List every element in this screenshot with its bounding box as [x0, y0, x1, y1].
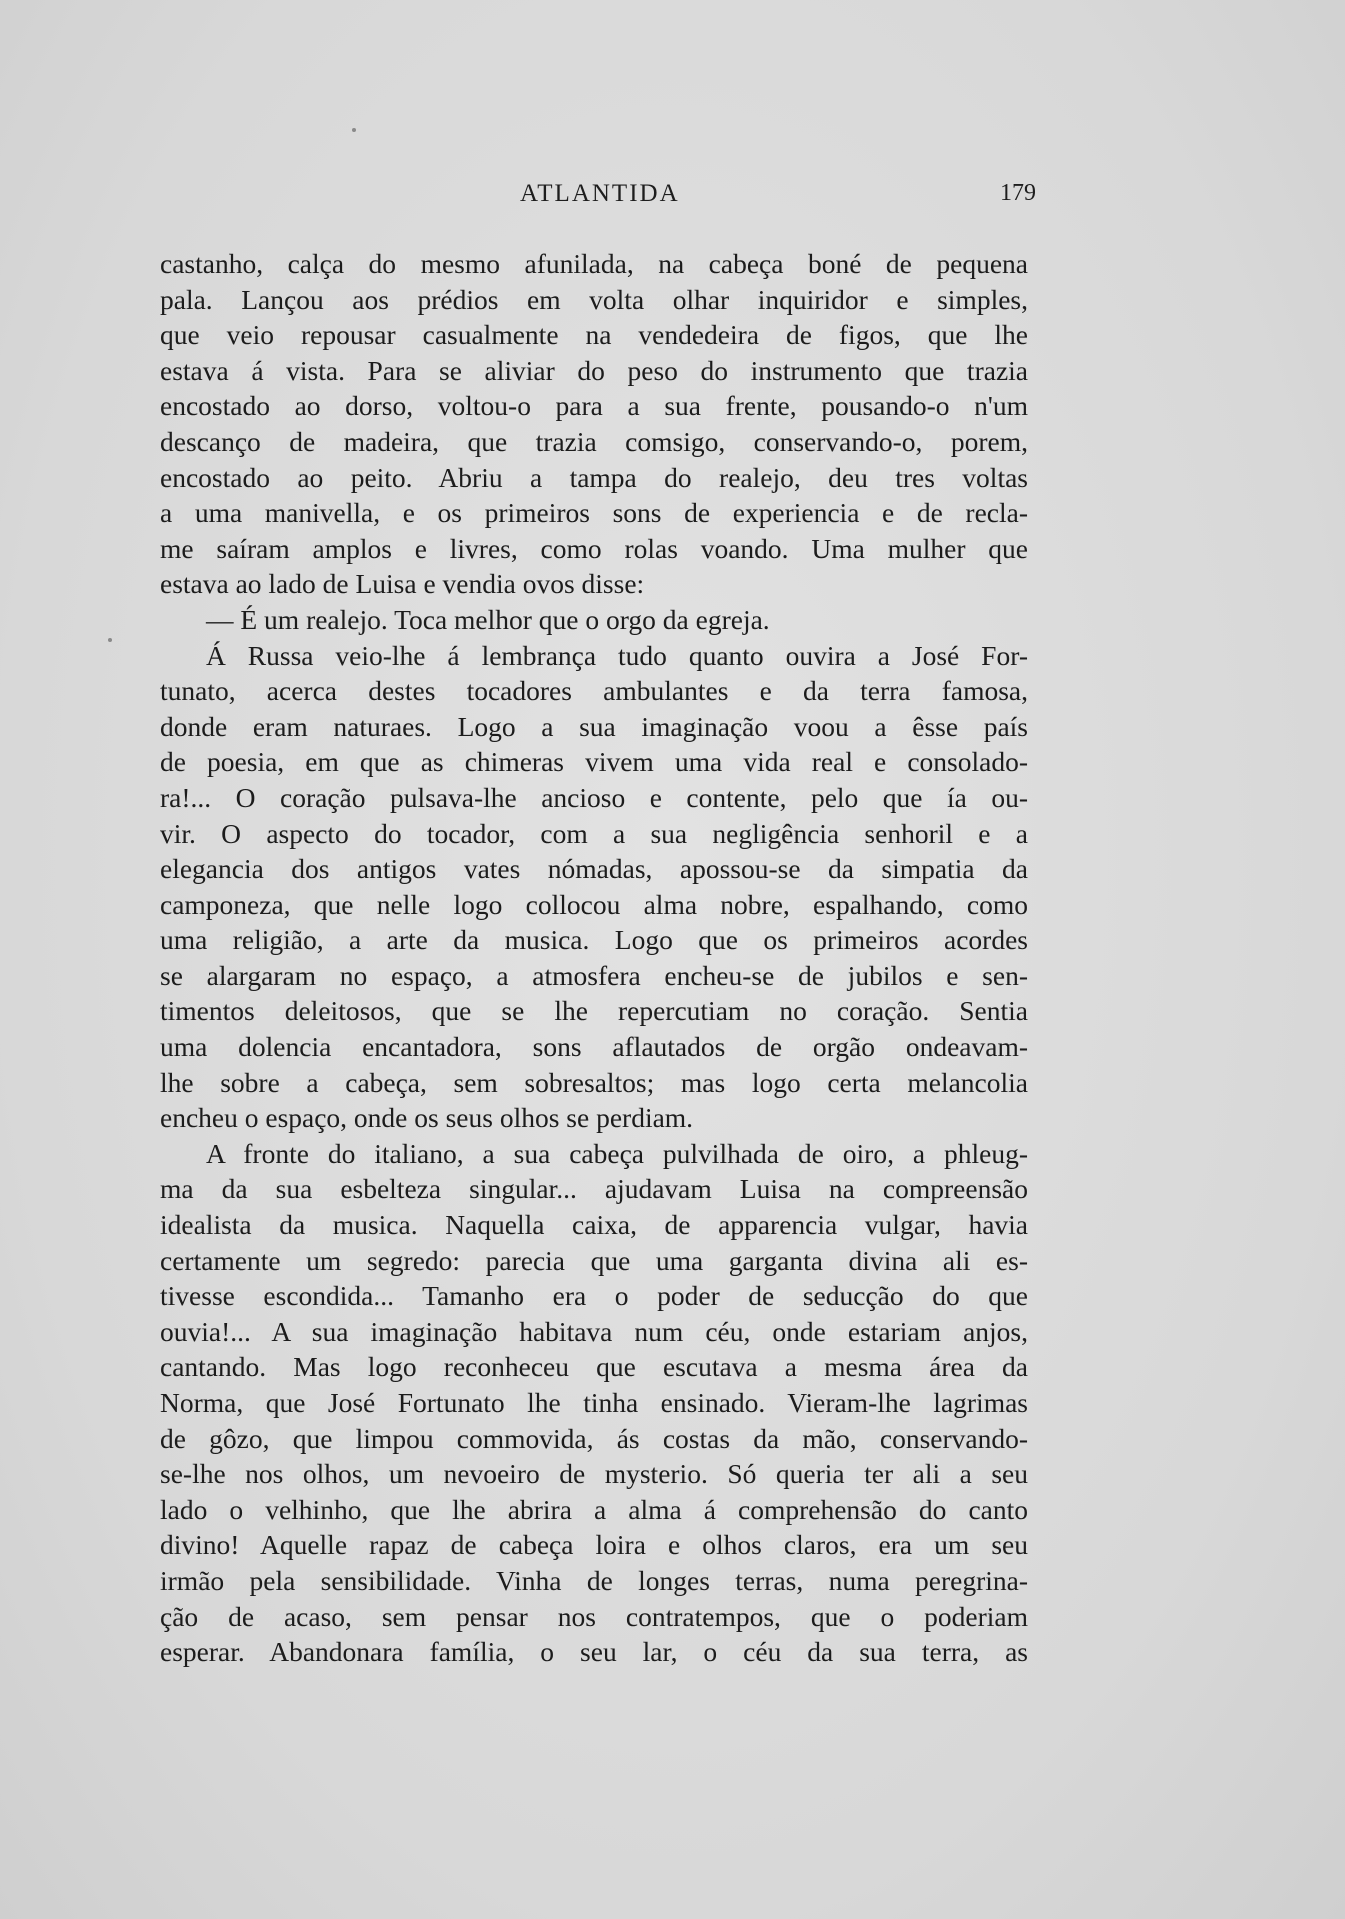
paper-speck	[108, 638, 112, 642]
text-line: a uma manivella, e os primeiros sons de experiencia e de recla-	[160, 497, 1028, 529]
text-line: de gôzo, que limpou commovida, ás costas da mão, conservando-	[160, 1422, 1028, 1454]
paper-speck	[352, 128, 356, 132]
text-line: castanho, calça do mesmo afunilada, na cabeça boné de pequena	[160, 248, 1028, 279]
text-line: idealista da musica. Naquella caixa, de apparencia vulgar, havia	[160, 1209, 1028, 1241]
text-line: uma religião, a arte da musica. Logo que os primeiros acordes	[160, 924, 1028, 956]
text-line: ouvia!... A sua imaginação habitava num céu, onde estariam anjos,	[160, 1315, 1028, 1347]
page-number: 179	[1000, 180, 1036, 206]
text-line: tunato, acerca destes tocadores ambulantes e da terra famosa,	[160, 675, 1028, 707]
text-line: que veio repousar casualmente na vendedeira de figos, que lhe	[160, 319, 1028, 351]
page-header	[160, 180, 1040, 214]
text-line: estava á vista. Para se aliviar do peso do instrumento que trazia	[160, 354, 1028, 386]
text-line: tivesse escondida... Tamanho era o poder de seducção do que	[160, 1280, 1028, 1312]
body-text	[160, 246, 1028, 1670]
text-line: esperar. Abandonara família, o seu lar, o céu da sua terra, as	[160, 1636, 1028, 1668]
text-line: de poesia, em que as chimeras vivem uma vida real e consolado-	[160, 746, 1028, 778]
text-line: divino! Aquelle rapaz de cabeça loira e olhos claros, era um seu	[160, 1529, 1028, 1561]
text-line: encostado ao dorso, voltou-o para a sua frente, pousando-o n'um	[160, 390, 1028, 422]
text-line: ra!... O coração pulsava-lhe ancioso e contente, pelo que ía ou-	[160, 781, 1028, 813]
text-line: lado o velhinho, que lhe abrira a alma á comprehensão do canto	[160, 1493, 1028, 1525]
paragraph-start-line: Á Russa veio-lhe á lembrança tudo quanto ouvira a José For-	[206, 639, 1028, 671]
paragraph-start-line: A fronte do italiano, a sua cabeça pulvilhada de oiro, a phleug-	[206, 1137, 1028, 1169]
text-line: uma dolencia encantadora, sons aflautados de orgão ondeavam-	[160, 1031, 1028, 1063]
text-line: ma da sua esbelteza singular... ajudavam Luisa na compreensão	[160, 1173, 1028, 1205]
text-line: se alargaram no espaço, a atmosfera encheu-se de jubilos e sen-	[160, 959, 1028, 991]
text-line: camponeza, que nelle logo collocou alma nobre, espalhando, como	[160, 888, 1028, 920]
text-line: donde eram naturaes. Logo a sua imaginação voou a êsse país	[160, 710, 1028, 742]
text-line: elegancia dos antigos vates nómadas, apossou-se da simpatia da	[160, 853, 1028, 885]
text-line: encostado ao peito. Abriu a tampa do realejo, deu tres voltas	[160, 461, 1028, 493]
text-line: irmão pela sensibilidade. Vinha de longes terras, numa peregrina-	[160, 1564, 1028, 1596]
dialogue-line: — É um realejo. Toca melhor que o orgo da egreja.	[206, 603, 770, 635]
text-line: pala. Lançou aos prédios em volta olhar inquiridor e simples,	[160, 283, 1028, 315]
text-line: cantando. Mas logo reconheceu que escutava a mesma área da	[160, 1351, 1028, 1383]
text-line: encheu o espaço, onde os seus olhos se perdiam.	[160, 1102, 694, 1134]
text-line: Norma, que José Fortunato lhe tinha ensinado. Vieram-lhe lagrimas	[160, 1387, 1028, 1418]
running-title: ATLANTIDA	[520, 180, 680, 207]
text-line: vir. O aspecto do tocador, com a sua negligência senhoril e a	[160, 817, 1028, 849]
text-line: descanço de madeira, que trazia comsigo, conservando-o, porem,	[160, 425, 1028, 457]
text-line: me saíram amplos e livres, como rolas voando. Uma mulher que	[160, 532, 1028, 564]
text-line: se-lhe nos olhos, um nevoeiro de mysterio. Só queria ter ali a seu	[160, 1458, 1028, 1490]
text-line: timentos deleitosos, que se lhe repercutiam no coração. Sentia	[160, 995, 1028, 1027]
text-line: certamente um segredo: parecia que uma garganta divina ali es-	[160, 1244, 1028, 1276]
text-line: ção de acaso, sem pensar nos contratempos, que o poderiam	[160, 1600, 1028, 1632]
text-line: estava ao lado de Luisa e vendia ovos disse:	[160, 568, 645, 600]
text-line: lhe sobre a cabeça, sem sobresaltos; mas logo certa melancolia	[160, 1066, 1028, 1098]
